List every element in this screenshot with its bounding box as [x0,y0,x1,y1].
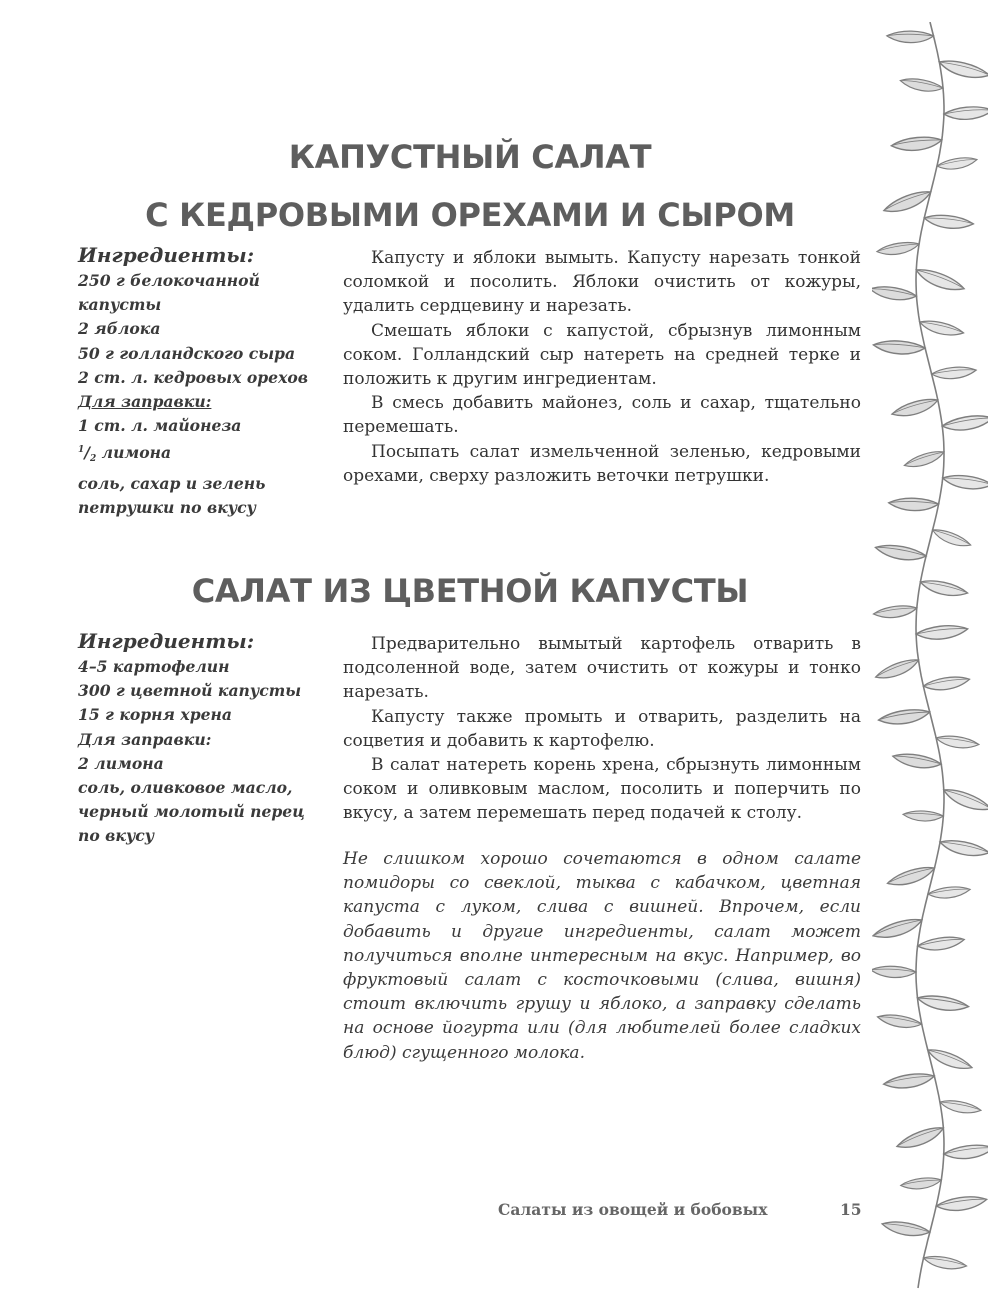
ingredient-item: соль, оливковое масло, [78,778,293,798]
instruction-paragraph: В смесь добавить майонез, соль и сахар, тщательно перемешать. [343,393,861,438]
instruction-paragraph: Смешать яблоки с капустой, сбрызнув лимонным соком. Голландский сыр натереть на средней терке и положить к другим ингредиентам. [343,320,861,390]
ingredients-heading: Ингредиенты: [78,243,255,267]
instruction-paragraph: Посыпать салат измельченной зеленью, кедровыми орехами, сверху разложить веточки петрушки. [343,441,861,486]
ingredient-item: по вкусу [78,826,155,846]
recipe2-ingredients [78,629,328,849]
leaf-vine-ornament-icon [872,22,988,1292]
cooking-tip-note: Не слишком хорошо сочетаются в одном салате помидоры со свеклой, тыква с кабачком, цветная капуста с луком, слива с вишней. Впрочем, если добавить и другие ингредиенты, салат может получиться вполне интересным на вкус. Например, во фруктовый салат с косточковыми (слива, вишня) стоит включить грушу и яблоко, а заправку сделать на основе йогурта или (для любителей более сладких блюд) сгущенного молока. [343,849,861,1063]
ingredient-item: 15 г корня хрена [78,705,232,725]
fraction-denominator: 2 [89,454,97,465]
recipe1-instructions [343,246,861,488]
recipe1-title [80,128,860,244]
ingredient-item: соль, сахар и зелень [78,473,266,493]
ingredient-item: 250 г белокочанной [78,271,260,290]
ingredient-item: 2 яблока [78,319,161,339]
ingredient-item: капусты [78,295,162,315]
recipe2-instructions [343,632,861,826]
ingredient-item: 4–5 картофелин [78,657,230,676]
ingredient-item: 2 ст. л. кедровых орехов [78,367,309,387]
footer-section-title: Салаты из овощей и бобовых [498,1200,768,1219]
dressing-heading: Для заправки: [78,392,212,412]
instruction-paragraph: Капусту и яблоки вымыть. Капусту нарезать тонкой соломкой и посолить. Яблоки очистить от кожуры, удалить сердцевину и нарезать. [343,248,861,317]
instruction-paragraph: В салат натереть корень хрена, сбрызнуть лимонным соком и оливковым маслом, посолить и поперчить по вкусу, а затем перемешать перед подачей к столу. [343,755,861,824]
recipe2-title [80,562,860,620]
ingredient-item: черный молотый перец [78,802,305,822]
recipe1-title-line1: КАПУСТНЫЙ САЛАТ [288,138,652,176]
ingredients-heading: Ингредиенты: [78,629,255,653]
ingredient-item-fraction: $^1/_2$ лимона [78,443,172,465]
fraction-numerator: 1 [78,445,85,456]
instruction-paragraph: Капусту также промыть и отварить, разделить на соцветия и добавить к картофелю. [343,706,861,751]
instruction-paragraph: Предварительно вымытый картофель отварить в подсоленной воде, затем очистить от кожуры и тонко нарезать. [343,634,861,703]
recipe1-title-line2: С КЕДРОВЫМИ ОРЕХАМИ И СЫРОМ [145,196,795,234]
dressing-heading: Для заправки: [78,729,212,749]
ingredient-item: 50 г голландского сыра [78,343,296,363]
recipe2-title-line: САЛАТ ИЗ ЦВЕТНОЙ КАПУСТЫ [191,572,749,610]
page-number: 15 [840,1200,862,1219]
ingredient-item: 1 ст. л. майонеза [78,416,242,436]
ingredient-item: 300 г цветной капусты [78,681,302,701]
ingredient-item: 2 лимона [78,753,164,773]
ingredient-item: петрушки по вкусу [78,497,256,517]
recipe1-ingredients [78,243,328,520]
fraction-text: лимона [96,443,172,463]
